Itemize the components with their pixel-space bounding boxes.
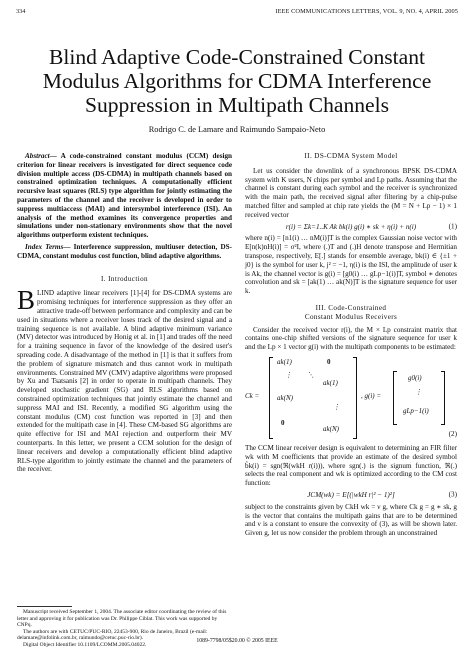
footnote-doi: Digital Object Identifier 10.1109/LCOMM.2005.04022.: [23, 641, 147, 648]
footnote-rule: [17, 606, 72, 607]
paper-title: [20, 45, 454, 117]
matrix-ddots: ⋱: [307, 370, 314, 379]
footnote-manuscript: Manuscript received September 1, 2004. The associate editor coordinating the review of this letter and approving it for publication was Dr. Philippe Ciblat. This work was supported by CNPq.: [17, 609, 227, 628]
section-heading-introduction: I. Introduction: [101, 274, 148, 283]
matrix-left-bracket: [269, 357, 273, 439]
equation-3-number: (3): [448, 490, 457, 499]
vector-entry-g0: g0(i): [408, 373, 422, 382]
right-column: [245, 152, 457, 538]
equation-3-body: JCM(wk) = E[(|wkH r|² − 1)²]: [307, 490, 395, 499]
running-head: [16, 8, 458, 18]
index-terms: [17, 243, 232, 261]
matrix-zero-top: 0: [327, 357, 331, 366]
vector-entry-glp: gLp−1(i): [403, 406, 429, 415]
ccm-heading-line-2: Constant Modulus Receivers: [304, 312, 398, 321]
equation-1-body: r(i) = Σk=1..K Ak bk(i) g(i) ∗ sk + η(i) + n(i): [285, 222, 417, 231]
index-terms-lead: Index Terms: [25, 242, 64, 251]
matrix-vdots-1: ⋮: [285, 370, 292, 379]
vector-right-bracket: [441, 371, 445, 425]
copyright-line: 1089-7798/05$20.00 © 2005 IEEE: [196, 638, 278, 644]
left-column: [17, 152, 232, 474]
ccm-paragraph-1: Consider the received vector r(i), the M × Lp constraint matrix that contains one-chip shifted versions of the signature sequence for user k and the Lp × 1 vector g(i) with the multipath components to be estimated:: [245, 325, 457, 352]
matrix-vdots-2: ⋮: [333, 402, 340, 411]
vector-left-bracket: [393, 371, 397, 425]
ccm-heading-line-1: III. Code-Constrained: [315, 303, 387, 312]
model-paragraph-1: Let us consider the downlink of a synchronous BPSK DS-CDMA system with K users, N chips per symbol and Lp paths. Assuming that the channel is constant during each symbol and the receiver is synchronized with the main path, the received signal after filtering by a chip-pulse matched filter and sampled at chip rate yields the (M = N + Lp − 1) × 1 received vector: [245, 166, 457, 219]
matrix-entry-a1-mid: ak(1): [323, 378, 338, 387]
section-heading-system-model: II. DS-CDMA System Model: [304, 152, 398, 160]
vector-vdots: ⋮: [415, 387, 422, 396]
equation-1-number: (1): [448, 222, 457, 231]
drop-cap: B: [17, 285, 36, 316]
author-list: Rodrigo C. de Lamare and Raimundo Sampaio-Neto: [148, 125, 326, 134]
index-terms-text: — Interference suppression, multiuser detection, DS-CDMA, constant modulus cost function, blind adaptive algorithms.: [17, 242, 232, 260]
matrix-entry-a1: ak(1): [277, 357, 292, 366]
equation-3: [245, 491, 457, 500]
model-paragraph-2: where n(i) = [n1(i) … nM(i)]T is the complex Gaussian noise vector with E[n(k)nH(i)] = σ²I, where (.)T and (.)H denote transpose and Hermitian transpose, respectively, E[.] stands for ensemble average, bk(i) ∈ {±1 + j0} is the symbol for user k, j² = −1, η(i) is the ISI, the amplitude of user k is Ak, the channel vector is g(i) = [g0(i) … gLp−1(i)]T, symbol ∗ denotes convolution and sk = [ak(1) … ak(N)]T is the signature sequence for user k.: [245, 234, 457, 296]
abstract: [17, 152, 232, 240]
intro-paragraph: [17, 285, 232, 474]
abstract-lead: Abstract: [25, 152, 50, 160]
matrix-entry-an-mid: ak(N): [277, 393, 293, 402]
matrix-zero-bottom: 0: [281, 418, 285, 427]
equation-1: [245, 223, 457, 232]
footnote-affiliation: The authors are with CETUC/PUC-RIO, 22453-900, Rio de Janeiro, Brazil (e-mail: delamare@infolink.com.br, raimundo@cetuc.puc-rio.br).: [17, 628, 208, 641]
matrix-right-bracket: [353, 357, 357, 439]
page-number: 334: [16, 8, 26, 15]
vector-g-label: , g(i) =: [361, 391, 382, 400]
title-line-1: Blind Adaptive Code-Constrained Constant: [48, 45, 426, 69]
intro-text: LIND adaptive linear receivers [1]-[4] for DS-CDMA systems are promising techniques for interference suppression as they offer an attractive trade-off between performance and complexity and can be used in situations where a receiver loses track of the desired signal and a training sequence is not available. A blind adaptive minimum variance (MV) detector was introduced by Honig et al. in [1] and trades off the need for a training sequence in favor of the knowledge of the desired user's spreading code. A disadvantage of the method in [1] is that it suffers from the problem of signature mismatch and thus cannot work in multipath environments. Constrained MV (CMV) adaptive algorithms were proposed by Xu and Tsatsanis [2] in order to operate in multipath channels. They developed stochastic gradient (SG) and RLS algorithms based on constrained optimization techniques that jointly estimate the channel and suppress MAI and ISI. Recently, a modified SG algorithm using the constant modulus (CM) cost function was reported in [3] and then extended for the multipath case in [4]. These CM-based SG algorithms are quite effective for ISI and MAI rejection and outperform their MV counterparts. In this letter, we present a CCM solution for the design of linear receivers and develop a computationally efficient blind adaptive RLS-type algorithm to jointly estimate the channel and the parameters of the receiver.: [17, 289, 232, 474]
matrix-c-label: Ck =: [245, 391, 260, 400]
title-line-3: Suppression in Multipath Channels: [84, 93, 390, 117]
matrix-entry-an-bottom: ak(N): [323, 424, 339, 433]
title-line-2: Modulus Algorithms for CDMA Interference: [42, 69, 432, 93]
section-heading-ccm: [245, 304, 457, 322]
equation-2-matrix: [245, 355, 457, 441]
ccm-paragraph-2: The CCM linear receiver design is equivalent to determining an FIR filter wk with M coefficients that provide an estimate of the desired symbol b̂k(i) = sgn(ℜ(wkH r(i))), where sgn(.) is the signum function, ℜ(.) selects the real component and wk is optimized according to the CM cost function:: [245, 443, 457, 488]
ccm-paragraph-3: subject to the constraints given by CkH wk = ν g, where Ck g = g ∗ sk, g is the vector that contains the multipath gains that are to be determined and ν is a constant to ensure the convexity of (3), as will be shown later. Given g, let us now consider the problem through an unconstrained: [245, 502, 457, 538]
equation-2-number: (2): [448, 430, 457, 439]
abstract-text: — A code-constrained constant modulus (CCM) design criterion for linear receivers is investigated for direct sequence code division multiple access (DS-CDMA) in multipath channels based on constrained optimization techniques. A computationally efficient recursive least squares (RLS) type algorithm for jointly estimating the parameters of the channel and the receiver is developed in order to suppress multiaccess (MAI) and intersymbol interference (ISI). An analysis of the method examines its convergence properties and simulations under non-stationary environments show that the novel algorithms outperform existent techniques.: [17, 152, 232, 240]
journal-header: IEEE COMMUNICATIONS LETTERS, VOL. 9, NO. 4, APRIL 2005: [275, 8, 458, 15]
